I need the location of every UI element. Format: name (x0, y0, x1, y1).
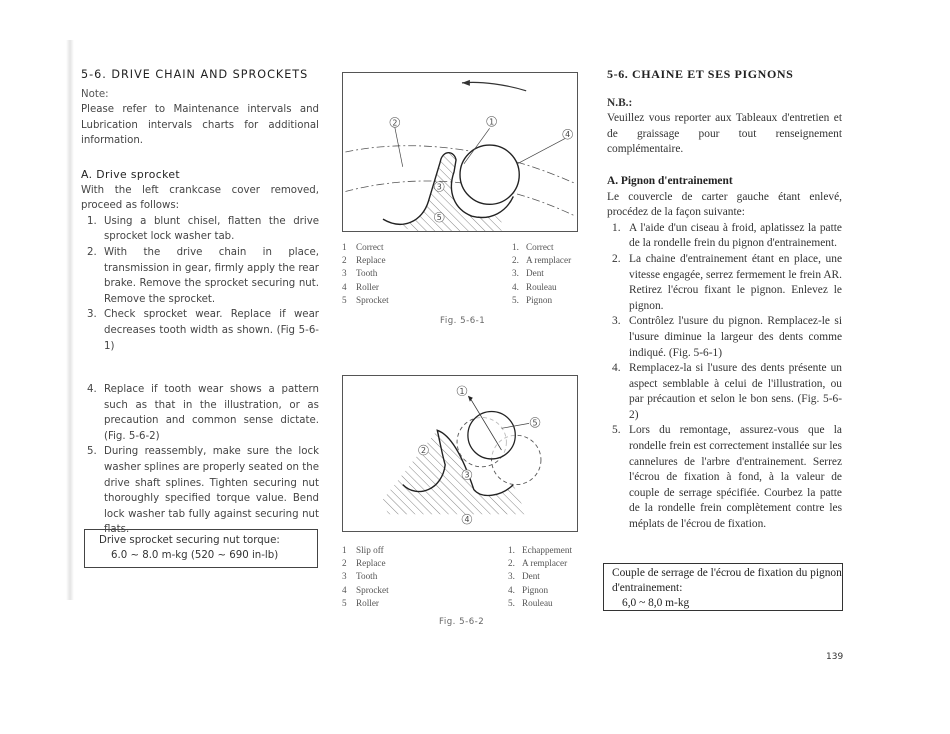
legend-item: 4 Sprocket (342, 584, 389, 595)
step-text: Contrôlez l'usure du pignon. Remplacez-le si l'usure diminue la largeur des dents comme indiqué. (Fig. 5-6-1) (629, 315, 842, 359)
step-number: 3. (87, 309, 97, 321)
callout-5 (434, 212, 444, 222)
legend-item: 2. A remplacer (512, 255, 572, 266)
figure2-legend-fr (508, 544, 572, 610)
figure2-legend-en (342, 544, 389, 610)
svg-text:3: 3 (436, 182, 442, 192)
step-item (607, 252, 842, 314)
steps-list-en (81, 214, 319, 538)
steps-list-fr (607, 221, 842, 533)
legend-item: 3 Tooth (342, 268, 378, 279)
legend-item: 3 Tooth (342, 571, 378, 582)
torque-value-fr: 6,0 ~ 8,0 m-kg (622, 597, 690, 609)
callout-4 (462, 514, 472, 524)
rotation-arrow (462, 82, 526, 90)
binding-shadow (66, 40, 74, 600)
legend-item: 1. Correct (512, 242, 554, 252)
svg-text:4: 4 (464, 515, 470, 525)
figure1-caption: Fig. 5-6-1 (440, 316, 486, 326)
callout-4 (563, 129, 573, 139)
svg-text:2: 2 (392, 118, 398, 128)
page-number: 139 (826, 652, 844, 662)
figure1-legend-fr (512, 241, 571, 307)
svg-text:2: 2 (421, 446, 427, 456)
legend-item: 3. Dent (512, 268, 544, 279)
roller-circle (460, 145, 519, 204)
step-number: 1. (87, 215, 97, 227)
note-text-fr: Veuillez vous reporter aux Tableaux d'entretien et de graissage pour tout renseignement complémentaire. (607, 112, 842, 156)
leader-line (395, 127, 403, 167)
callout-3 (462, 470, 472, 480)
leader-line (517, 138, 565, 164)
figure1-legend-en (342, 241, 389, 307)
callout-1 (487, 116, 497, 126)
english-column (81, 67, 319, 538)
spacer (81, 354, 319, 382)
step-item (81, 214, 319, 245)
step-text: During reassembly, make sure the lock washer splines are properly seated on the drive shaft splines. Tighten securing nut thoroughly specified torque value. Bend lock washer tab fully against securing nut flats. (104, 446, 319, 536)
subsection-title-fr: A. Pignon d'entrainement (607, 174, 733, 187)
step-text: Using a blunt chisel, flatten the drive sprocket lock washer tab. (104, 215, 319, 243)
sprocket-wear-diagram (343, 73, 577, 231)
legend-item: 2 Replace (342, 558, 386, 569)
note-heading-fr: N.B.: (607, 96, 633, 109)
step-number: 4. (612, 362, 621, 375)
step-number: 2. (87, 246, 97, 258)
figure2-caption: Fig. 5-6-2 (439, 617, 485, 627)
step-text: La chaine d'entrainement étant en place, une vitesse engagée, serrez fermement le frein AR. Retirez l'écrou fixant le pignon. Enlevez le pignon. (629, 252, 842, 312)
svg-text:1: 1 (489, 117, 495, 127)
subsection-title-en: A. Drive sprocket (81, 167, 181, 181)
torque-label-en: Drive sprocket securing nut torque: (99, 535, 280, 546)
svg-text:3: 3 (464, 470, 470, 480)
step-number: 4. (87, 384, 97, 396)
note-text-en: Please refer to Maintenance intervals and Lubrication intervals charts for additional information. (81, 104, 319, 147)
arrow-head-icon (462, 80, 470, 86)
step-text: Check sprocket wear. Replace if wear decreases tooth width as shown. (Fig 5-6-1) (104, 309, 319, 352)
callout-3 (434, 182, 444, 192)
intro-en: With the left crankcase cover removed, proceed as follows: (81, 184, 319, 212)
legend-item: 2. A remplacer (508, 558, 568, 569)
torque-value-en: 6.0 ~ 8.0 m-kg (520 ~ 690 in-lb) (111, 550, 279, 561)
step-item (607, 314, 842, 361)
callout-2 (390, 117, 400, 127)
legend-item: 4. Rouleau (512, 281, 557, 292)
figure-5-6-2 (342, 375, 578, 532)
section-title-fr: 5-6. CHAINE ET SES PIGNONS (607, 67, 794, 81)
legend-item: 5 Roller (342, 597, 379, 608)
intro-fr: Le couvercle de carter gauche étant enlevé, procédez de la façon suivante: (607, 190, 842, 219)
legend-item: 3. Dent (508, 571, 540, 582)
callout-5 (530, 417, 540, 427)
legend-item: 5. Rouleau (508, 597, 553, 608)
legend-item: 2 Replace (342, 255, 386, 266)
torque-spec-box-en (84, 529, 318, 568)
step-item (607, 423, 842, 532)
legend-item: 1 Correct (342, 242, 384, 252)
tooth-wear-pattern-diagram (343, 376, 577, 531)
step-text: Remplacez-la si l'usure des dents présente un aspect semblable à celui de l'illustration, ou par précaution et selon le bon sens. (Fig. 5-6-2) (629, 362, 842, 421)
svg-text:4: 4 (565, 130, 571, 140)
step-number: 2. (612, 252, 621, 265)
step-number: 1. (612, 221, 621, 234)
step-item (607, 361, 842, 423)
step-item (81, 307, 319, 354)
french-column (607, 67, 842, 533)
legend-item: 4 Roller (342, 281, 379, 292)
note-heading-en: Note: (81, 88, 109, 100)
legend-item: 4. Pignon (508, 584, 549, 595)
figure-5-6-1 (342, 72, 578, 232)
step-text: With the drive chain in place, transmission in gear, firmly apply the rear brake. Remove the sprocket securing nut. Remove the sprocket. (104, 246, 319, 305)
step-text: Lors du remontage, assurez-vous que la rondelle frein est correctement installée sur les cannelures de l'arbre d'entrainement. Serrez l'écrou de fixation à fond, à la valeur de couple de serrage spécifiée. Courbez la patte de la rondelle frein complètement contre les méplats de l'écrou de fixation. (629, 424, 842, 531)
slipping-roller (468, 412, 515, 459)
step-item (81, 245, 319, 307)
callout-1 (457, 386, 467, 396)
legend-item: 1 Slip off (342, 545, 384, 555)
callout-2 (419, 445, 429, 455)
torque-spec-box-fr (603, 563, 843, 611)
svg-text:5: 5 (532, 418, 538, 428)
legend-item: 1. Echappement (508, 545, 572, 555)
step-item (607, 221, 842, 252)
legend-item: 5 Sprocket (342, 294, 389, 305)
step-item (81, 382, 319, 444)
step-number: 3. (612, 315, 621, 328)
step-number: 5. (87, 446, 97, 458)
step-number: 5. (612, 424, 621, 437)
svg-text:1: 1 (459, 386, 465, 396)
torque-label-fr: Couple de serrage de l'écrou de fixation du pignon d'entrainement: (612, 567, 842, 594)
section-title-en: 5-6. DRIVE CHAIN AND SPROCKETS (81, 68, 309, 81)
step-item (81, 444, 319, 538)
legend-item: 5. Pignon (512, 294, 553, 305)
step-text: Replace if tooth wear shows a pattern such as that in the illustration, or as precaution and common sense dictate. (Fig. 5-6-2) (104, 384, 319, 442)
step-text: A l'aide d'un ciseau à froid, aplatissez la patte de la rondelle frein du pignon d'entrainement. (629, 221, 842, 250)
svg-text:5: 5 (436, 213, 442, 223)
